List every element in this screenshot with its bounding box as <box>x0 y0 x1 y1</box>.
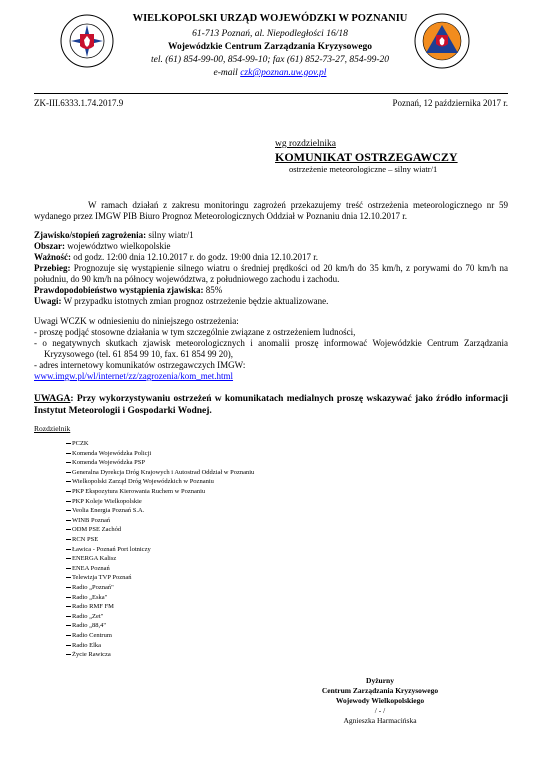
email-label: e-mail <box>213 68 241 78</box>
wczk-item: - proszę podjąć stosowne działania w tym szczególnie związane z ostrzeżeniem ludności, <box>34 327 356 337</box>
distribution-list-item: Wielkopolski Zarząd Dróg Wojewódzkich w Poznaniu <box>66 478 214 486</box>
bullet-dash-icon <box>66 549 71 550</box>
probability-line: Prawdopodobieństwo wystąpienia zjawiska: 85% <box>34 285 223 295</box>
distribution-list-item: ENERGA Kalisz <box>66 555 116 563</box>
area-line: Obszar: województwo wielkopolskie <box>34 241 171 251</box>
distribution-list-item: Radio Elka <box>66 642 101 650</box>
wczk-item: - o negatywnych skutkach zjawisk meteorologicznych i anomalii proszę informować Wojewódzkie Centrum Zarządzania Kryzysowego (tel. 61 854 99 10, fax. 61 854 99 20), <box>34 338 508 359</box>
notice-subtitle: ostrzeżenie meteorologiczne – silny wiatr/1 <box>289 164 438 174</box>
bullet-dash-icon <box>66 453 71 454</box>
bullet-dash-icon <box>66 645 71 646</box>
distribution-list-item: ODM PSE Zachód <box>66 526 121 534</box>
signature-unit: Wojewody Wielkopolskiego <box>335 696 425 705</box>
bullet-dash-icon <box>66 443 71 444</box>
distribution-list-item: WINB Poznań <box>66 517 110 525</box>
distribution-heading: Rozdzielnik <box>34 424 71 433</box>
bullet-dash-icon <box>66 481 71 482</box>
bullet-dash-icon <box>66 520 71 521</box>
center-name: Wojewódzkie Centrum Zarządzania Kryzysowego <box>168 42 372 52</box>
email-link[interactable]: czk@poznan.uw.gov.pl <box>240 68 327 78</box>
bullet-dash-icon <box>66 606 71 607</box>
remarks-line: Uwagi: W przypadku istotnych zmian prognoz ostrzeżenie będzie aktualizowane. <box>34 296 329 306</box>
bullet-dash-icon <box>66 558 71 559</box>
signature-role: Dyżurny <box>366 676 394 685</box>
bullet-dash-icon <box>66 462 71 463</box>
notice-title: KOMUNIKAT OSTRZEGAWCZY <box>275 150 458 164</box>
signature-unit: Centrum Zarządzania Kryzysowego <box>321 686 439 695</box>
distribution-list-item: PKP Koleje Wielkopolskie <box>66 498 142 506</box>
bullet-dash-icon <box>66 577 71 578</box>
wczk-item: - adres internetowy komunikatów ostrzegawczych IMGW: <box>34 360 246 370</box>
distribution-list-item: PKP Ekspozytura Kierowania Ruchem w Poznaniu <box>66 488 205 496</box>
distribution-list-item: Radio RMF FM <box>66 603 114 611</box>
distribution-list-item: Radio „Eska" <box>66 594 107 602</box>
signature-name: Agnieszka Harmacińska <box>343 716 417 725</box>
distribution-note: wg rozdzielnika <box>275 139 336 149</box>
distribution-list-item: RCN PSE <box>66 536 98 544</box>
distribution-list-item: Veolia Energia Poznań S.A. <box>66 507 144 515</box>
bullet-dash-icon <box>66 587 71 588</box>
distribution-list-item: Radio Centrum <box>66 632 112 640</box>
distribution-list-item: Radio „88,4" <box>66 622 106 630</box>
distribution-list-item: Radio „Poznań" <box>66 584 114 592</box>
warning-details <box>34 230 508 307</box>
bullet-dash-icon <box>66 472 71 473</box>
distribution-list-item: Komenda Wojewódzka Policji <box>66 450 151 458</box>
course-line: Przebieg: Prognozuje się wystąpienie silnego wiatru o średniej prędkości od 20 km/h do 35 km/h, z porywami do 70 km/h na południu, do 90 km/h na północy województwa, z południowego zachodu i zachodu. <box>34 263 508 284</box>
distribution-list-item: Telewizja TVP Poznań <box>66 574 131 582</box>
bullet-dash-icon <box>66 597 71 598</box>
distribution-list-item: Komenda Wojewódzka PSP <box>66 459 145 467</box>
bullet-dash-icon <box>66 635 71 636</box>
phenomenon-line: Zjawisko/stopień zagrożenia: silny wiatr/1 <box>34 230 194 240</box>
signature-block <box>300 676 460 726</box>
bullet-dash-icon <box>66 654 71 655</box>
intro-paragraph: W ramach działań z zakresu monitoringu zagrożeń przekazujemy treść ostrzeżenia meteorologicznego nr 59 wydanego przez IMGW PIB Biuro Prognoz Meteorologicznych Oddział w Poznaniu dnia 12.10.2017 r. <box>34 200 508 221</box>
distribution-list-item: Generalna Dyrekcja Dróg Krajowych i Autostrad Oddział w Poznaniu <box>66 469 254 477</box>
office-email <box>70 69 470 79</box>
office-phones: tel. (61) 854-99-00, 854-99-10; fax (61) 852-73-27, 854-99-20 <box>151 55 389 65</box>
imgw-link[interactable]: www.imgw.pl/wl/internet/zz/zagrozenia/kom_met.html <box>34 371 234 381</box>
bullet-dash-icon <box>66 501 71 502</box>
signature-mark: / - / <box>374 706 386 715</box>
place-date: Poznań, 12 października 2017 r. <box>392 98 508 108</box>
bullet-dash-icon <box>66 539 71 540</box>
bullet-dash-icon <box>66 510 71 511</box>
media-warning-text: : Przy wykorzystywaniu ostrzeżeń w komunikatach medialnych proszę wskazywać jako źródło informacji Instytut Meteorologii i Gospodarki Wodnej. <box>34 394 508 416</box>
distribution-list-item: PCZK <box>66 440 89 448</box>
wczk-remarks <box>34 316 508 382</box>
header-rule <box>34 93 508 94</box>
distribution-list-item: Ławica - Poznań Port lotniczy <box>66 546 151 554</box>
distribution-list-item: ENEA Poznań <box>66 565 110 573</box>
media-warning-label: UWAGA <box>34 394 71 404</box>
bullet-dash-icon <box>66 616 71 617</box>
bullet-dash-icon <box>66 625 71 626</box>
media-warning <box>34 393 508 417</box>
bullet-dash-icon <box>66 529 71 530</box>
validity-line: Ważność: od godz. 12:00 dnia 12.10.2017 r. do godz. 19:00 dnia 12.10.2017 r. <box>34 252 318 262</box>
distribution-list-item: Radio „Zet" <box>66 613 103 621</box>
bullet-dash-icon <box>66 491 71 492</box>
bullet-dash-icon <box>66 568 71 569</box>
wczk-intro: Uwagi WCZK w odniesieniu do niniejszego ostrzeżenia: <box>34 316 239 326</box>
office-address: 61-713 Poznań, al. Niepodległości 16/18 <box>192 29 348 39</box>
reference-number: ZK-III.6333.1.74.2017.9 <box>34 98 124 108</box>
distribution-list-item: Życie Rawicza <box>66 651 111 659</box>
office-title: WIELKOPOLSKI URZĄD WOJEWÓDZKI W POZNANIU <box>132 13 408 24</box>
